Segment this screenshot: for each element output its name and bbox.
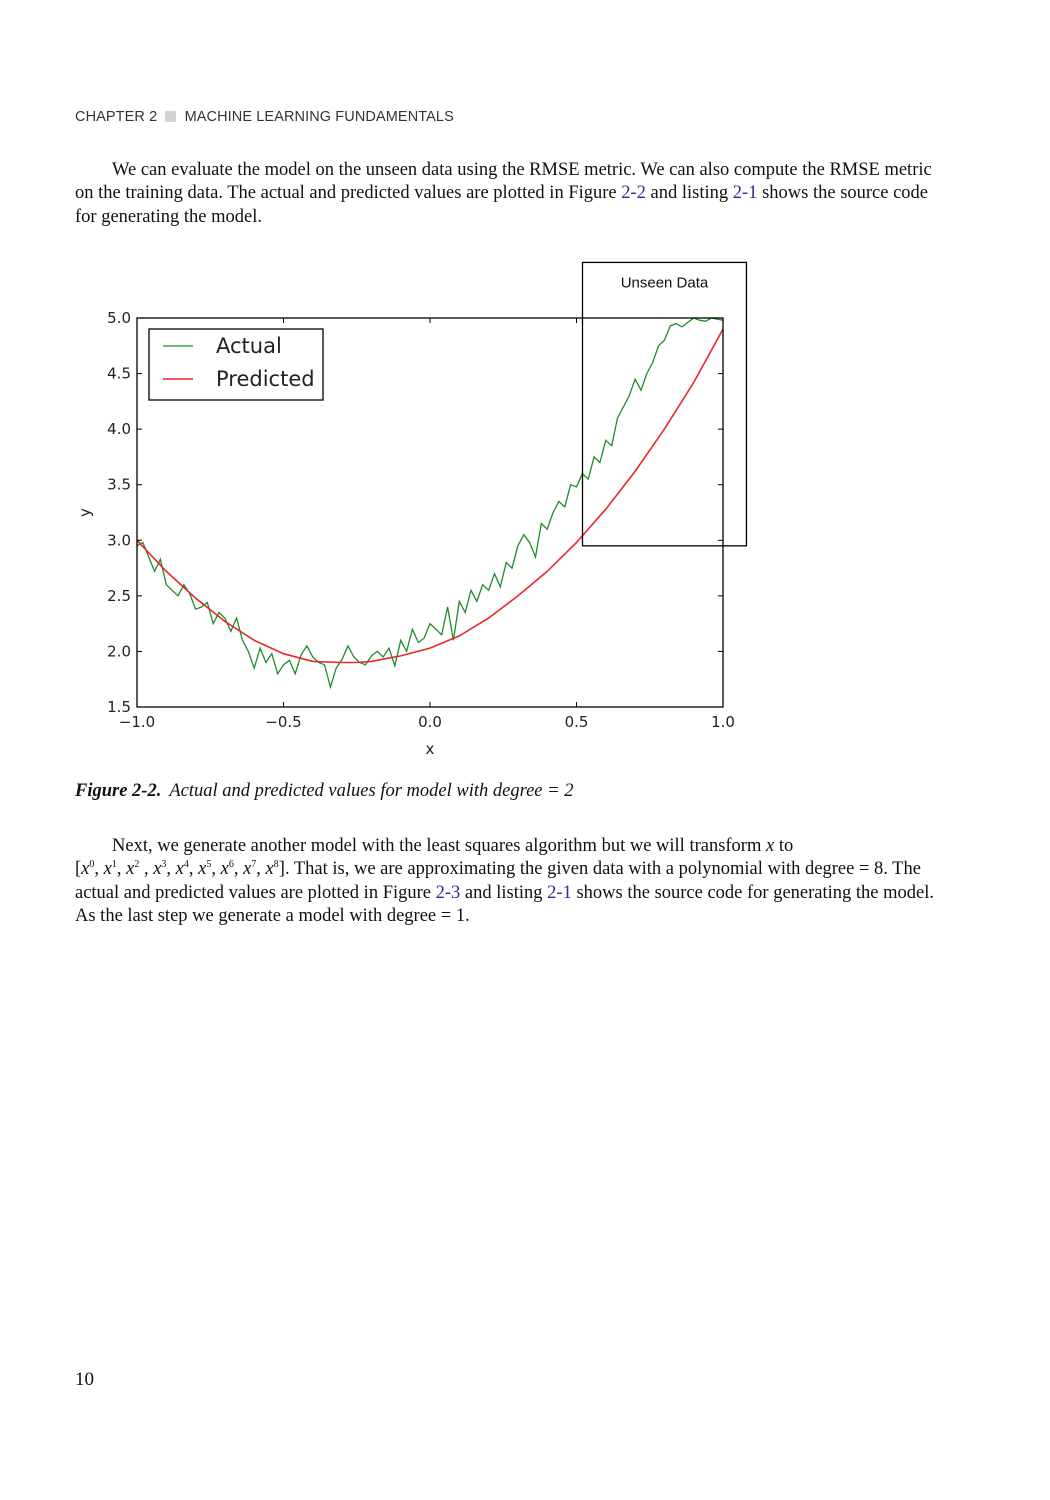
y-tick-label: 4.0 (107, 420, 131, 439)
para2-text-3: . That is, we are approximating the given data with a polynomial with degree = 8. The actual and predicted values are plotted in Figure (75, 859, 921, 903)
variable-x: x (766, 836, 775, 856)
y-tick-label: 3.0 (107, 531, 131, 550)
para2-text-2: to (774, 836, 794, 856)
y-tick-label: 2.5 (107, 586, 131, 605)
x-tick-label: 0.0 (418, 713, 442, 731)
legend-label-predicted: Predicted (216, 367, 315, 391)
para1-text-2: and listing (645, 183, 733, 204)
y-tick-label: 3.5 (107, 475, 131, 494)
page-number: 10 (75, 1369, 94, 1390)
polynomial-feature-list: [$x^0$, $x^1$, $x^2$ , $x^3$, $x^4$, $x^5$, $x^6$, $x^7$, $x^8$] (75, 859, 285, 880)
legend (149, 329, 323, 400)
paragraph-next-model (75, 835, 935, 928)
para1-text-1: We can evaluate the model on the unseen data using the RMSE metric. We can also compute the RMSE metric on the training data. The actual and predicted values are plotted in Figure (75, 160, 932, 204)
chapter-title: MACHINE LEARNING FUNDAMENTALS (184, 109, 454, 125)
para2-text-1: Next, we generate another model with the least squares algorithm but we will transform (112, 836, 766, 856)
para1-text-3: shows the source code for generating the model. (75, 183, 929, 227)
y-axis-label: y (76, 508, 94, 517)
figure-link-2-2[interactable]: 2-2 (621, 183, 646, 204)
y-tick-label: 2.0 (107, 642, 131, 661)
x-tick-label: −0.5 (265, 713, 302, 731)
para2-text-4: and listing (460, 882, 548, 903)
listing-link-2-1-second[interactable]: 2-1 (547, 882, 572, 903)
caption-text: Actual and predicted values for model with degree = 2 (169, 781, 574, 801)
plot-area (76, 262, 746, 758)
figure-link-2-3[interactable]: 2-3 (435, 882, 461, 903)
legend-label-actual: Actual (216, 334, 282, 358)
unseen-data-label: Unseen Data (620, 274, 709, 292)
y-tick-label: 1.5 (107, 698, 131, 716)
listing-link-2-1[interactable]: 2-1 (732, 183, 758, 204)
y-tick-label: 5.0 (107, 309, 131, 327)
x-tick-label: 1.0 (711, 713, 735, 731)
x-tick-label: 0.5 (564, 713, 589, 731)
chapter-label: CHAPTER 2 (75, 109, 158, 125)
y-tick-label: 4.5 (107, 364, 131, 383)
figure-caption (75, 781, 574, 802)
para2-text-5: shows the source code for generating the model. As the last step we generate a model with degree = 1. (75, 882, 935, 926)
caption-label: Figure 2-2. (75, 781, 162, 801)
x-axis-label: x (425, 740, 435, 758)
x-tick-label: −1.0 (118, 713, 156, 731)
unseen-data-box (583, 262, 747, 545)
